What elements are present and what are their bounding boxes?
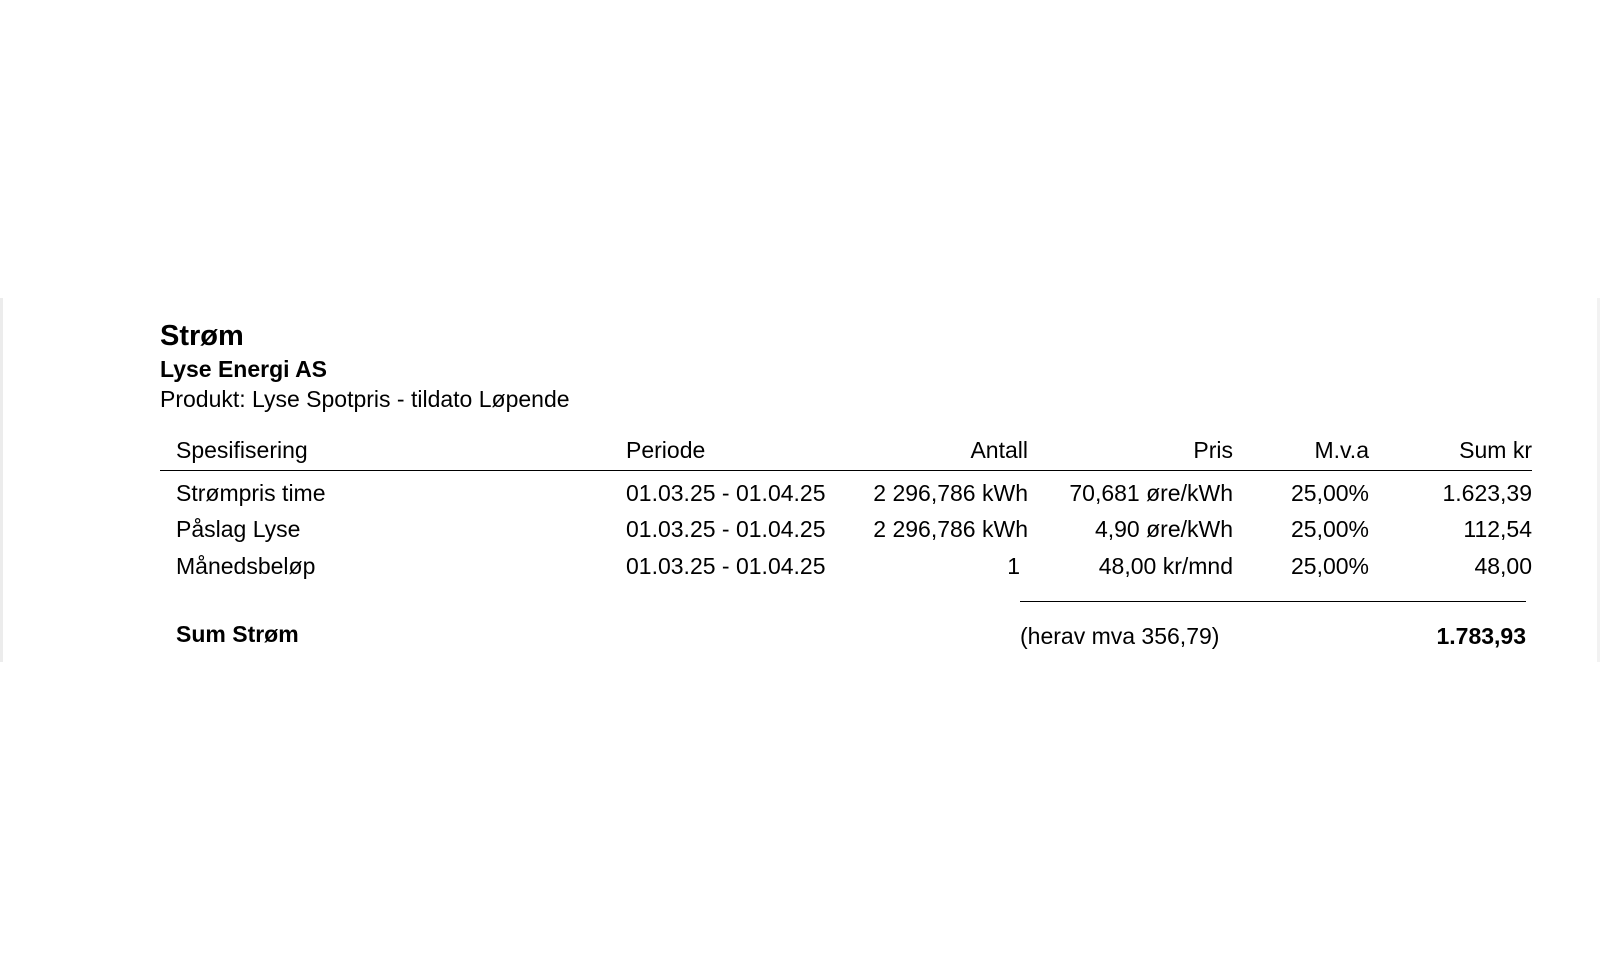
cell-vat: 25,00% [1290,516,1369,543]
cell-sum: 1.623,39 [1442,479,1532,506]
header-spec: Spesifisering [160,430,626,471]
cell-period: 01.03.25 - 01.04.25 [626,479,826,506]
table-row [160,548,1532,585]
supplier-name: Lyse Energi AS [160,356,328,382]
cell-period: 01.03.25 - 01.04.25 [626,516,826,543]
cell-vat: 25,00% [1290,479,1369,506]
invoice-section-electricity [160,318,1532,651]
section-title: Strøm [160,320,244,352]
cell-price: 48,00 kr/mnd [1098,552,1233,579]
summary-label: Sum Strøm [176,620,299,647]
cell-spec: Påslag Lyse [176,516,301,543]
specification-table [160,430,1532,585]
cell-price: 4,90 øre/kWh [1094,516,1233,543]
product-description: Produkt: Lyse Spotpris - tildato Løpende [160,386,570,412]
header-sum: Sum kr [1369,430,1532,471]
header-period: Periode [626,430,858,471]
header-price: Pris [1028,430,1233,471]
cell-spec: Månedsbeløp [176,552,316,579]
summary-divider [1020,601,1526,602]
cell-qty: 1 [1007,552,1020,579]
summary-total: 1.783,93 [1436,622,1526,649]
table-row [160,512,1532,549]
cell-sum: 112,54 [1463,516,1532,543]
header-qty: Antall [858,430,1028,471]
summary-block [160,601,1526,651]
cell-period: 01.03.25 - 01.04.25 [626,552,826,579]
summary-vat-note: (herav mva 356,79) [1020,622,1220,649]
cell-spec: Strømpris time [176,479,326,506]
page-edge-left [0,298,3,662]
header-vat: M.v.a [1233,430,1369,471]
table-row [160,471,1532,512]
cell-qty: 2 296,786 kWh [873,479,1028,506]
cell-vat: 25,00% [1290,552,1369,579]
table-header-row [160,430,1532,471]
cell-qty: 2 296,786 kWh [873,516,1028,543]
cell-price: 70,681 øre/kWh [1069,479,1233,506]
cell-sum: 48,00 [1474,552,1532,579]
